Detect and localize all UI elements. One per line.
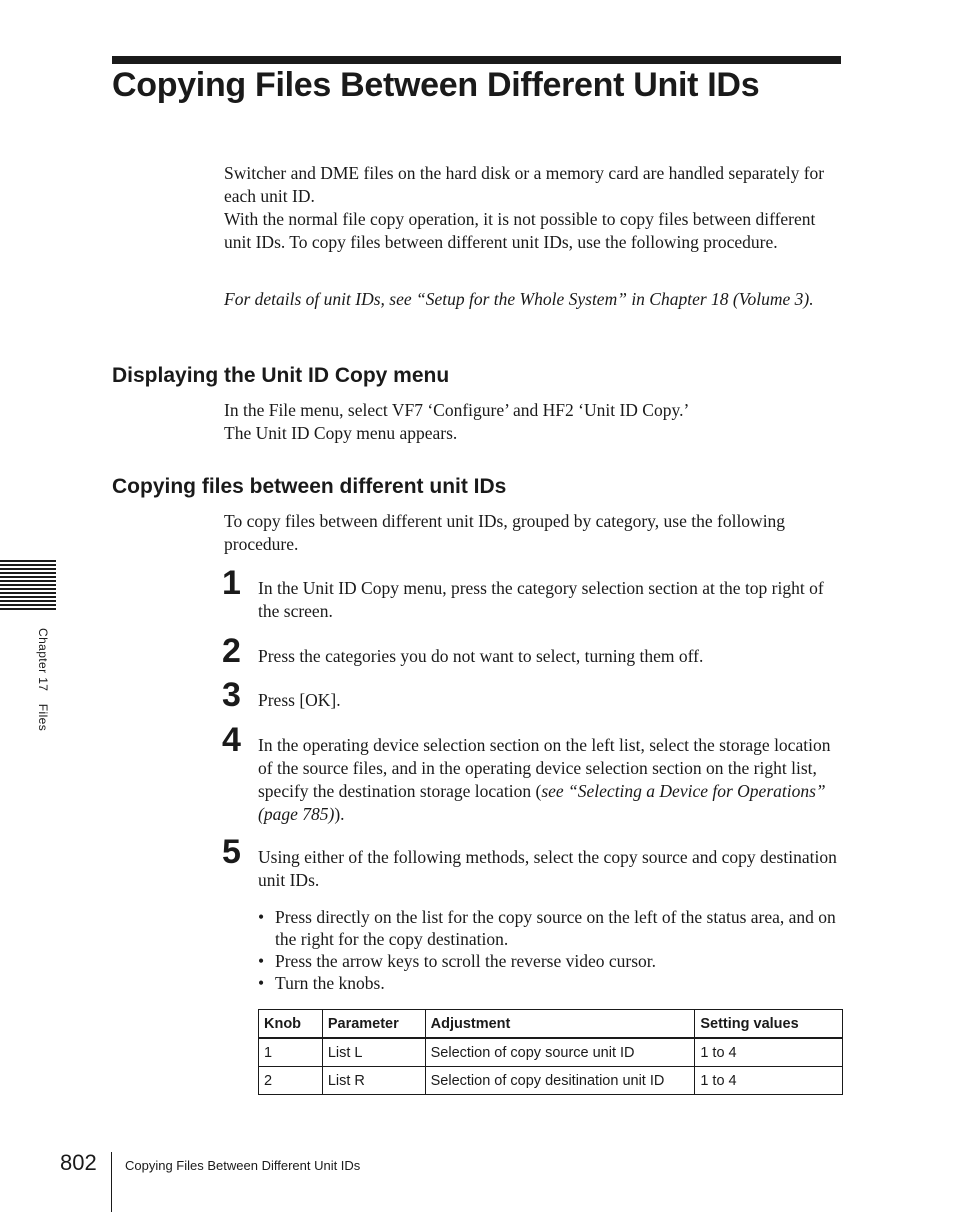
table-cell: Selection of copy source unit ID	[425, 1038, 695, 1067]
list-item-text: Turn the knobs.	[275, 973, 385, 993]
step-4-number: 4	[222, 721, 241, 759]
bullet-marker: •	[258, 973, 265, 993]
table-row	[259, 1038, 843, 1067]
section-heading-display-menu: Displaying the Unit ID Copy menu	[112, 364, 450, 387]
step-1-text: In the Unit ID Copy menu, press the category selection section at the top right of the screen.	[258, 578, 824, 621]
step-2-number: 2	[222, 632, 241, 670]
list-item	[258, 972, 843, 994]
knob-settings-table	[258, 1009, 843, 1095]
column-header-parameter: Parameter	[322, 1010, 425, 1039]
step-4-page-reference: see “Selecting a Device for Operations” (page 785)	[258, 781, 826, 824]
table-cell: Selection of copy desitination unit ID	[425, 1067, 695, 1095]
chapter-thumb-tab	[0, 560, 56, 612]
section1-instruction: In the File menu, select VF7 ‘Configure’ and HF2 ‘Unit ID Copy.’	[224, 400, 690, 420]
list-item	[258, 950, 843, 972]
intro-paragraph-1: Switcher and DME files on the hard disk or a memory card are handled separately for each unit ID.	[224, 163, 825, 206]
bullet-marker: •	[258, 951, 265, 971]
column-header-setting-values: Setting values	[695, 1010, 843, 1039]
running-footer-title: Copying Files Between Different Unit IDs	[125, 1158, 361, 1173]
step-1-number: 1	[222, 564, 241, 602]
section1-result: The Unit ID Copy menu appears.	[224, 423, 458, 443]
page-title: Copying Files Between Different Unit IDs	[112, 66, 760, 104]
list-item	[258, 906, 843, 950]
column-header-knob: Knob	[259, 1010, 323, 1039]
title-rule	[112, 56, 841, 64]
footer-divider	[111, 1152, 112, 1212]
step-3-text: Press [OK].	[258, 690, 341, 710]
chapter-side-label	[30, 628, 50, 758]
table-cell: 1	[259, 1038, 323, 1067]
table-cell: List L	[322, 1038, 425, 1067]
step-4-text-end: ).	[334, 804, 345, 824]
step-5-text: Using either of the following methods, select the copy source and copy destination unit IDs.	[258, 847, 837, 890]
bullet-marker: •	[258, 907, 265, 927]
table-cell: List R	[322, 1067, 425, 1095]
table-cell: 1 to 4	[695, 1038, 843, 1067]
step-5-number: 5	[222, 833, 241, 871]
list-item-text: Press the arrow keys to scroll the reverse video cursor.	[275, 951, 657, 971]
table-cell: 2	[259, 1067, 323, 1095]
section2-intro: To copy files between different unit IDs, grouped by category, use the following procedure.	[224, 511, 786, 554]
section-heading-copying-files: Copying files between different unit IDs	[112, 475, 507, 498]
column-header-adjustment: Adjustment	[425, 1010, 695, 1039]
method-bullet-list	[258, 906, 843, 994]
step-2-text: Press the categories you do not want to select, turning them off.	[258, 646, 704, 666]
chapter-number-label: Chapter 17	[36, 628, 50, 692]
see-also-reference: For details of unit IDs, see “Setup for the Whole System” in Chapter 18 (Volume 3).	[224, 289, 814, 309]
step-4-text	[258, 734, 843, 826]
table-cell: 1 to 4	[695, 1067, 843, 1095]
table-header-row	[259, 1010, 843, 1039]
step-3-number: 3	[222, 676, 241, 714]
table-row	[259, 1067, 843, 1095]
chapter-name-label: Files	[36, 703, 50, 732]
intro-paragraph-2: With the normal file copy operation, it is not possible to copy files between different unit IDs. To copy files between different unit IDs, use the following procedure.	[224, 209, 816, 252]
list-item-text: Press directly on the list for the copy source on the left of the status area, and on the right for the copy destination.	[275, 907, 836, 949]
step-4-text-main: In the operating device selection section on the left list, select the storage location of the source files, and in the operating device selection section on the right list, specify the destination storage location (	[258, 735, 831, 801]
page-number: 802	[60, 1150, 97, 1175]
